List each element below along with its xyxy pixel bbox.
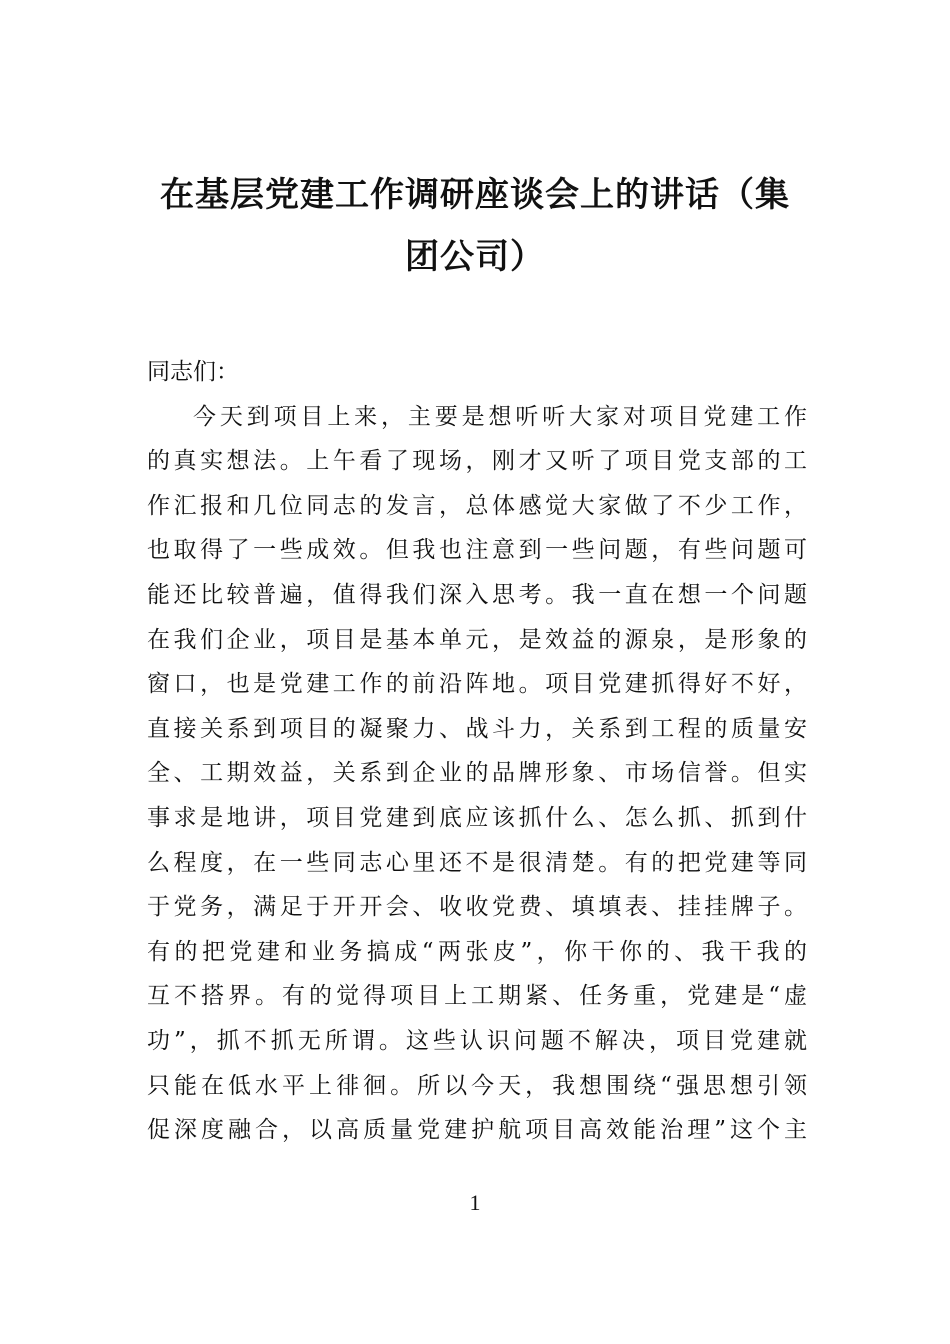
paragraph-line: 窗口，也是党建工作的前沿阵地。项目党建抓得好不好， <box>147 671 807 698</box>
paragraph-line: 全、工期效益，关系到企业的品牌形象、市场信誉。但实 <box>147 760 807 787</box>
paragraph-line: 也取得了一些成效。但我也注意到一些问题，有些问题可 <box>147 537 807 564</box>
document-body <box>147 350 807 1153</box>
paragraph-line: 么程度，在一些同志心里还不是很清楚。有的把党建等同 <box>147 849 807 876</box>
page-number: 1 <box>469 1190 481 1215</box>
paragraph-line: 作汇报和几位同志的发言，总体感觉大家做了不少工作， <box>147 492 807 519</box>
salutation: 同志们： <box>147 359 239 385</box>
paragraph-line: 的真实想法。上午看了现场，刚才又听了项目党支部的工 <box>147 448 807 475</box>
paragraph-line: 互不搭界。有的觉得项目上工期紧、任务重，党建是“虚 <box>147 983 807 1010</box>
paragraph-line: 今天到项目上来，主要是想听听大家对项目党建工作 <box>193 403 807 430</box>
paragraph-line: 直接关系到项目的凝聚力、战斗力，关系到工程的质量安 <box>147 715 807 742</box>
paragraph-line: 能还比较普遍，值得我们深入思考。我一直在想一个问题 <box>147 581 807 608</box>
title-line: 在基层党建工作调研座谈会上的讲话（集 <box>160 175 790 215</box>
title-line: 团公司） <box>405 237 545 277</box>
paragraph-line: 在我们企业，项目是基本单元，是效益的源泉，是形象的 <box>147 626 807 653</box>
paragraph-line: 只能在低水平上徘徊。所以今天，我想围绕“强思想引领 <box>147 1072 807 1099</box>
document-title <box>150 164 800 288</box>
paragraph-line: 功”，抓不抓无所谓。这些认识问题不解决，项目党建就 <box>147 1027 807 1054</box>
paragraph-line: 促深度融合，以高质量党建护航项目高效能治理”这个主 <box>147 1117 807 1144</box>
paragraph-line: 有的把党建和业务搞成“两张皮”，你干你的、我干我的 <box>147 938 807 965</box>
paragraph-line: 事求是地讲，项目党建到底应该抓什么、怎么抓、抓到什 <box>147 804 807 831</box>
paragraph-line: 于党务，满足于开开会、收收党费、填填表、挂挂牌子。 <box>147 894 807 921</box>
